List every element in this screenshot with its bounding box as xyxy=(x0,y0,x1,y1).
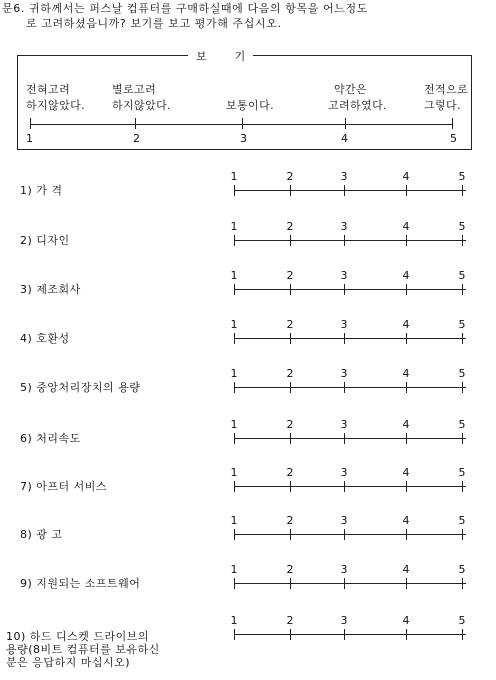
scale-number-1: 1 xyxy=(230,170,238,183)
scale-number-5: 5 xyxy=(458,318,466,331)
scale-tick-2[interactable] xyxy=(290,382,291,393)
item-label-2: 2) 디자인 xyxy=(20,234,70,247)
legend-tick-3 xyxy=(242,118,243,129)
scale-tick-2[interactable] xyxy=(290,629,291,640)
scale-number-4: 4 xyxy=(402,614,410,627)
scale-number-3: 3 xyxy=(340,614,348,627)
scale-line xyxy=(234,338,466,339)
scale-tick-1[interactable] xyxy=(234,333,235,344)
scale-number-1: 1 xyxy=(230,563,238,576)
legend-label-1 xyxy=(26,82,85,114)
rating-scale-4 xyxy=(230,318,466,348)
item-label-4: 4) 호환성 xyxy=(20,332,70,345)
scale-number-2: 2 xyxy=(286,318,294,331)
rating-scale-2 xyxy=(230,220,466,250)
scale-number-1: 1 xyxy=(230,614,238,627)
scale-number-1: 1 xyxy=(230,418,238,431)
scale-number-5: 5 xyxy=(458,614,466,627)
scale-tick-1[interactable] xyxy=(234,284,235,295)
scale-number-4: 4 xyxy=(402,418,410,431)
legend-label-2-line2: 하지않았다. xyxy=(112,99,172,112)
scale-tick-3[interactable] xyxy=(344,481,345,492)
scale-tick-1[interactable] xyxy=(234,529,235,540)
scale-tick-1[interactable] xyxy=(234,578,235,589)
rating-scale-1 xyxy=(230,170,466,200)
scale-tick-4[interactable] xyxy=(406,578,407,589)
scale-tick-3[interactable] xyxy=(344,284,345,295)
scale-tick-1[interactable] xyxy=(234,382,235,393)
scale-tick-4[interactable] xyxy=(406,629,407,640)
rating-scale-8 xyxy=(230,514,466,544)
legend-label-4 xyxy=(328,82,387,114)
scale-number-3: 3 xyxy=(340,318,348,331)
legend-label-3-line2: 보통이다. xyxy=(226,99,275,112)
scale-number-4: 4 xyxy=(402,367,410,380)
scale-tick-2[interactable] xyxy=(290,433,291,444)
scale-number-4: 4 xyxy=(402,220,410,233)
scale-number-4: 4 xyxy=(402,170,410,183)
scale-line xyxy=(234,240,466,241)
legend-label-5-line1: 전적으로 xyxy=(424,83,469,96)
scale-tick-2[interactable] xyxy=(290,284,291,295)
rating-scale-7 xyxy=(230,466,466,496)
scale-tick-4[interactable] xyxy=(406,481,407,492)
scale-number-5: 5 xyxy=(458,269,466,282)
scale-tick-5[interactable] xyxy=(462,284,463,295)
scale-tick-2[interactable] xyxy=(290,481,291,492)
scale-tick-1[interactable] xyxy=(234,185,235,196)
scale-line xyxy=(234,583,466,584)
scale-tick-3[interactable] xyxy=(344,433,345,444)
legend-label-3 xyxy=(226,82,274,114)
scale-number-3: 3 xyxy=(340,269,348,282)
item-label-5: 5) 중앙처리장치의 용량 xyxy=(20,381,141,394)
legend-title: 보 기 xyxy=(188,48,253,64)
scale-number-3: 3 xyxy=(340,220,348,233)
scale-tick-4[interactable] xyxy=(406,333,407,344)
scale-number-3: 3 xyxy=(340,563,348,576)
scale-number-5: 5 xyxy=(458,170,466,183)
scale-line xyxy=(234,190,466,191)
scale-number-5: 5 xyxy=(458,220,466,233)
legend-label-5 xyxy=(422,82,468,114)
question-line-1: 문6. 귀하께서는 퍼스날 컴퓨터를 구매하실때에 다음의 항목을 어느정도 xyxy=(2,2,368,15)
scale-line xyxy=(234,486,466,487)
scale-number-5: 5 xyxy=(458,466,466,479)
question-text xyxy=(2,1,368,31)
scale-tick-4[interactable] xyxy=(406,433,407,444)
scale-number-1: 1 xyxy=(230,466,238,479)
legend-label-3-line1 xyxy=(226,82,274,98)
legend-tick-1 xyxy=(30,118,31,129)
rating-scale-9 xyxy=(230,563,466,593)
legend-number-5: 5 xyxy=(450,132,457,145)
rating-scale-10 xyxy=(230,614,466,644)
scale-tick-3[interactable] xyxy=(344,578,345,589)
scale-number-2: 2 xyxy=(286,563,294,576)
scale-tick-4[interactable] xyxy=(406,284,407,295)
rating-scale-3 xyxy=(230,269,466,299)
scale-tick-2[interactable] xyxy=(290,529,291,540)
scale-number-4: 4 xyxy=(402,466,410,479)
scale-number-4: 4 xyxy=(402,318,410,331)
scale-number-2: 2 xyxy=(286,614,294,627)
scale-number-1: 1 xyxy=(230,269,238,282)
scale-number-1: 1 xyxy=(230,367,238,380)
scale-line xyxy=(234,438,466,439)
item-label-7: 7) 아프터 서비스 xyxy=(20,480,108,493)
legend-number-3: 3 xyxy=(240,132,247,145)
legend-label-2-line1: 별로고려 xyxy=(112,83,157,96)
item-label-9: 9) 지원되는 소프트웨어 xyxy=(20,577,141,590)
item-label-3: 3) 제조회사 xyxy=(20,283,81,296)
scale-tick-3[interactable] xyxy=(344,382,345,393)
scale-line xyxy=(234,634,466,635)
scale-tick-2[interactable] xyxy=(290,235,291,246)
scale-number-2: 2 xyxy=(286,170,294,183)
scale-number-2: 2 xyxy=(286,367,294,380)
item-label-1: 1) 가 격 xyxy=(20,184,63,197)
scale-tick-5[interactable] xyxy=(462,333,463,344)
scale-tick-2[interactable] xyxy=(290,333,291,344)
scale-number-1: 1 xyxy=(230,318,238,331)
item-label-8: 8) 광 고 xyxy=(20,528,63,541)
scale-line xyxy=(234,387,466,388)
scale-number-5: 5 xyxy=(458,514,466,527)
scale-tick-3[interactable] xyxy=(344,629,345,640)
legend-label-4-line1: 약간은 xyxy=(334,83,368,96)
scale-tick-4[interactable] xyxy=(406,529,407,540)
scale-number-2: 2 xyxy=(286,220,294,233)
scale-tick-3[interactable] xyxy=(344,235,345,246)
scale-tick-3[interactable] xyxy=(344,185,345,196)
scale-number-1: 1 xyxy=(230,220,238,233)
scale-number-4: 4 xyxy=(402,563,410,576)
legend-tick-2 xyxy=(135,118,136,129)
legend-label-1-line1: 전혀고려 xyxy=(26,83,71,96)
scale-line xyxy=(234,289,466,290)
rating-scale-6 xyxy=(230,418,466,448)
legend-box xyxy=(17,50,472,150)
scale-tick-5[interactable] xyxy=(462,529,463,540)
scale-number-2: 2 xyxy=(286,269,294,282)
legend-label-4-line2: 고려하였다. xyxy=(328,99,388,112)
legend-number-1: 1 xyxy=(26,132,33,145)
scale-number-3: 3 xyxy=(340,418,348,431)
scale-tick-5[interactable] xyxy=(462,481,463,492)
scale-number-2: 2 xyxy=(286,466,294,479)
scale-tick-5[interactable] xyxy=(462,382,463,393)
scale-number-3: 3 xyxy=(340,170,348,183)
scale-number-5: 5 xyxy=(458,563,466,576)
scale-tick-5[interactable] xyxy=(462,185,463,196)
scale-tick-1[interactable] xyxy=(234,629,235,640)
scale-tick-5[interactable] xyxy=(462,433,463,444)
scale-number-4: 4 xyxy=(402,514,410,527)
scale-tick-5[interactable] xyxy=(462,629,463,640)
legend-tick-5 xyxy=(452,118,453,129)
question-line-2: 로 고려하셨읍니까? 보기를 보고 평가해 주십시오. xyxy=(26,17,282,30)
scale-tick-2[interactable] xyxy=(290,185,291,196)
item-label-10: 10) 하드 디스켓 드라이브의 용량(8비트 컴퓨터를 보유하신 분은 응답하지 마십시오) xyxy=(6,630,160,669)
scale-number-5: 5 xyxy=(458,418,466,431)
legend-number-2: 2 xyxy=(133,132,140,145)
item-label-6: 6) 처리속도 xyxy=(20,432,81,445)
scale-tick-1[interactable] xyxy=(234,481,235,492)
scale-tick-3[interactable] xyxy=(344,333,345,344)
scale-tick-3[interactable] xyxy=(344,529,345,540)
scale-number-3: 3 xyxy=(340,367,348,380)
scale-number-2: 2 xyxy=(286,514,294,527)
scale-line xyxy=(234,534,466,535)
scale-number-1: 1 xyxy=(230,514,238,527)
legend-tick-4 xyxy=(345,118,346,129)
scale-tick-4[interactable] xyxy=(406,185,407,196)
scale-tick-1[interactable] xyxy=(234,433,235,444)
scale-tick-2[interactable] xyxy=(290,578,291,589)
rating-scale-5 xyxy=(230,367,466,397)
scale-number-2: 2 xyxy=(286,418,294,431)
legend-label-1-line2: 하지않았다. xyxy=(26,99,86,112)
scale-tick-4[interactable] xyxy=(406,382,407,393)
scale-tick-5[interactable] xyxy=(462,578,463,589)
legend-label-5-line2: 그렇다. xyxy=(424,99,461,112)
scale-tick-5[interactable] xyxy=(462,235,463,246)
scale-number-4: 4 xyxy=(402,269,410,282)
scale-tick-1[interactable] xyxy=(234,235,235,246)
legend-number-4: 4 xyxy=(341,132,348,145)
legend-label-2 xyxy=(112,82,171,114)
scale-number-5: 5 xyxy=(458,367,466,380)
scale-tick-4[interactable] xyxy=(406,235,407,246)
scale-number-3: 3 xyxy=(340,466,348,479)
scale-number-3: 3 xyxy=(340,514,348,527)
